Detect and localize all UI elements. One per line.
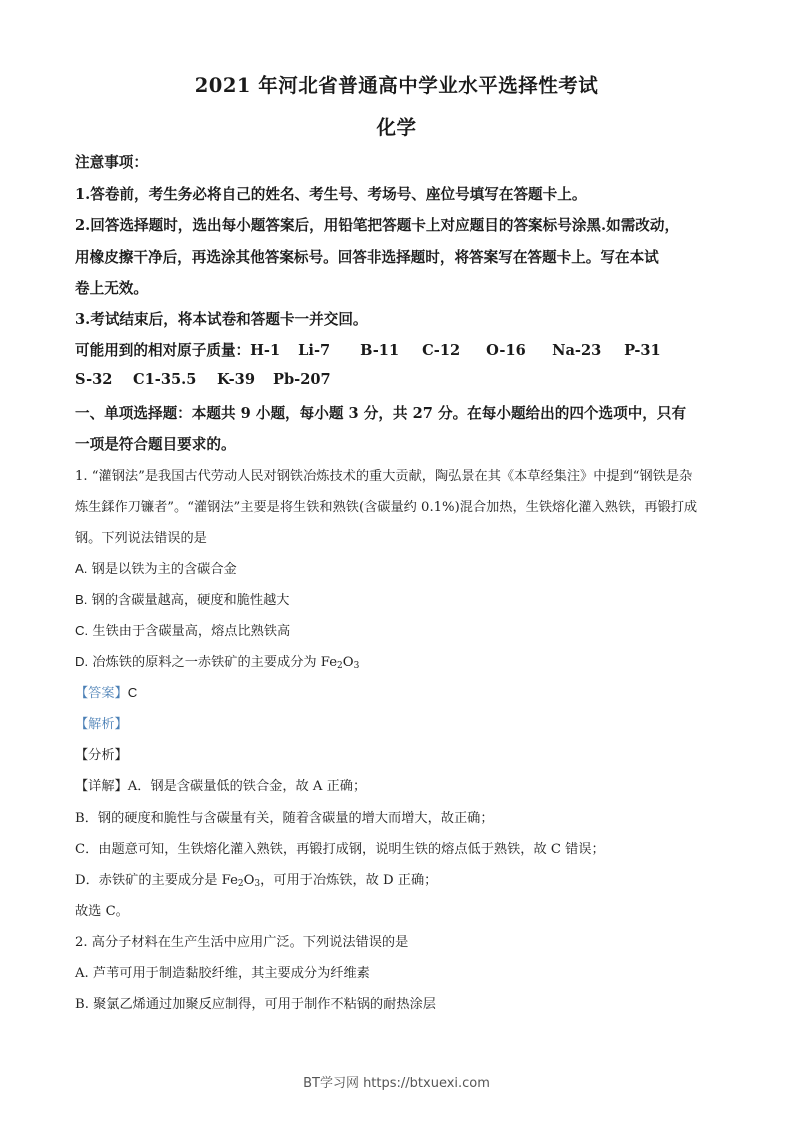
mass-na: Na-23 bbox=[552, 342, 602, 359]
mass-k: K-39 bbox=[217, 371, 255, 388]
mass-s: S-32 bbox=[75, 371, 113, 388]
detail-a: 【详解】A．钢是含碳量低的铁合金，故 A 正确； bbox=[75, 779, 367, 794]
option-label: D. bbox=[75, 654, 89, 669]
answer-line bbox=[75, 682, 137, 701]
notice-item-2-cont: 用橡皮擦干净后，再选涂其他答案标号。回答非选择题时，将答案写在答题卡上。写在本试 bbox=[75, 249, 659, 266]
option-label: B. bbox=[75, 592, 88, 607]
answer-value: C bbox=[127, 685, 138, 700]
option-label: B. bbox=[75, 997, 89, 1012]
mass-p: P-31 bbox=[624, 342, 661, 359]
notice-heading: 注意事项： bbox=[75, 154, 148, 171]
detail-d: D．赤铁矿的主要成分是 $Fe_2O_3$，可用于冶炼铁，故 D 正确； bbox=[75, 873, 438, 889]
option-label: C. bbox=[75, 623, 89, 638]
mass-cl: C1-35.5 bbox=[133, 371, 197, 388]
detail-conclusion: 故选 C。 bbox=[75, 904, 129, 919]
option-text: 冶炼铁的原料之一赤铁矿的主要成分为 $Fe_2O_3$ bbox=[92, 655, 360, 671]
q1-stem-line-2: 炼生鍒作刀镰者”。“灌钢法”主要是将生铁和熟铁(含碳量约 0.1%)混合加热，生铁熔化灌入熟铁，再锻打成 bbox=[75, 500, 698, 515]
q1-option-a bbox=[75, 558, 237, 577]
footer-watermark: BT学习网 https://btxuexi.com bbox=[303, 1076, 490, 1091]
notice-item-1: 1.答卷前，考生务必将自己的姓名、考生号、考场号、座位号填写在答题卡上。 bbox=[75, 186, 587, 203]
option-text: 聚氯乙烯通过加聚反应制得，可用于制作不粘锅的耐热涂层 bbox=[93, 997, 436, 1012]
option-text: 生铁由于含碳量高，熔点比熟铁高 bbox=[92, 624, 291, 639]
atomic-mass-row-1 bbox=[75, 339, 661, 360]
mass-b: B-11 bbox=[360, 342, 400, 359]
detail-b: B．钢的硬度和脆性与含碳量有关，随着含碳量的增大而增大，故正确； bbox=[75, 811, 494, 826]
q2-option-a bbox=[75, 962, 370, 981]
atomic-mass-label: 可能用到的相对原子质量： bbox=[75, 342, 251, 359]
mass-c: C-12 bbox=[422, 342, 461, 359]
q1-stem-line-3: 钢。下列说法错误的是 bbox=[75, 531, 207, 546]
section-1-heading-cont: 一项是符合题目要求的。 bbox=[75, 436, 236, 453]
section-1-heading: 一、单项选择题：本题共 9 小题，每小题 3 分，共 27 分。在每小题给出的四个选项中，只有 bbox=[75, 405, 687, 422]
subject-title: 化学 bbox=[376, 116, 417, 139]
q2-stem: 2. 高分子材料在生产生活中应用广泛。下列说法错误的是 bbox=[75, 935, 409, 950]
mass-h: H-1 bbox=[250, 342, 281, 359]
option-label: A. bbox=[75, 561, 88, 576]
q1-option-d bbox=[75, 651, 359, 670]
mass-o: O-16 bbox=[486, 342, 526, 359]
q1-option-b bbox=[75, 589, 289, 608]
q1-option-c bbox=[75, 620, 290, 639]
option-text: 钢的含碳量越高，硬度和脆性越大 bbox=[91, 593, 290, 608]
detail-c: C．由题意可知，生铁熔化灌入熟铁，再锻打成钢，说明生铁的熔点低于熟铁，故 C 错误； bbox=[75, 842, 605, 857]
answer-label: 【答案】 bbox=[75, 686, 128, 701]
notice-item-3: 3.考试结束后，将本试卷和答题卡一并交回。 bbox=[75, 311, 368, 328]
atomic-mass-row-2 bbox=[75, 371, 331, 388]
analysis-label: 【解析】 bbox=[75, 717, 128, 732]
mass-li: Li-7 bbox=[298, 342, 331, 359]
fenxi-label: 【分析】 bbox=[75, 748, 128, 763]
exam-title: 2021 年河北省普通高中学业水平选择性考试 bbox=[194, 74, 599, 97]
notice-item-2: 2.回答选择题时，选出每小题答案后，用铅笔把答题卡上对应题目的答案标号涂黑.如需改动， bbox=[75, 217, 680, 234]
option-text: 芦苇可用于制造黏胶纤维，其主要成分为纤维素 bbox=[92, 966, 370, 981]
q1-stem-line-1: 1. “灌钢法”是我国古代劳动人民对钢铁冶炼技术的重大贡献，陶弘景在其《本草经集注》中提到“钢铁是杂 bbox=[75, 469, 693, 484]
option-label: A. bbox=[75, 966, 89, 981]
mass-pb: Pb-207 bbox=[273, 371, 331, 388]
detail-label: 【详解】 bbox=[75, 779, 128, 794]
option-text: 钢是以铁为主的含碳合金 bbox=[91, 562, 237, 577]
q2-option-b bbox=[75, 993, 436, 1012]
notice-item-2-end: 卷上无效。 bbox=[75, 280, 148, 297]
